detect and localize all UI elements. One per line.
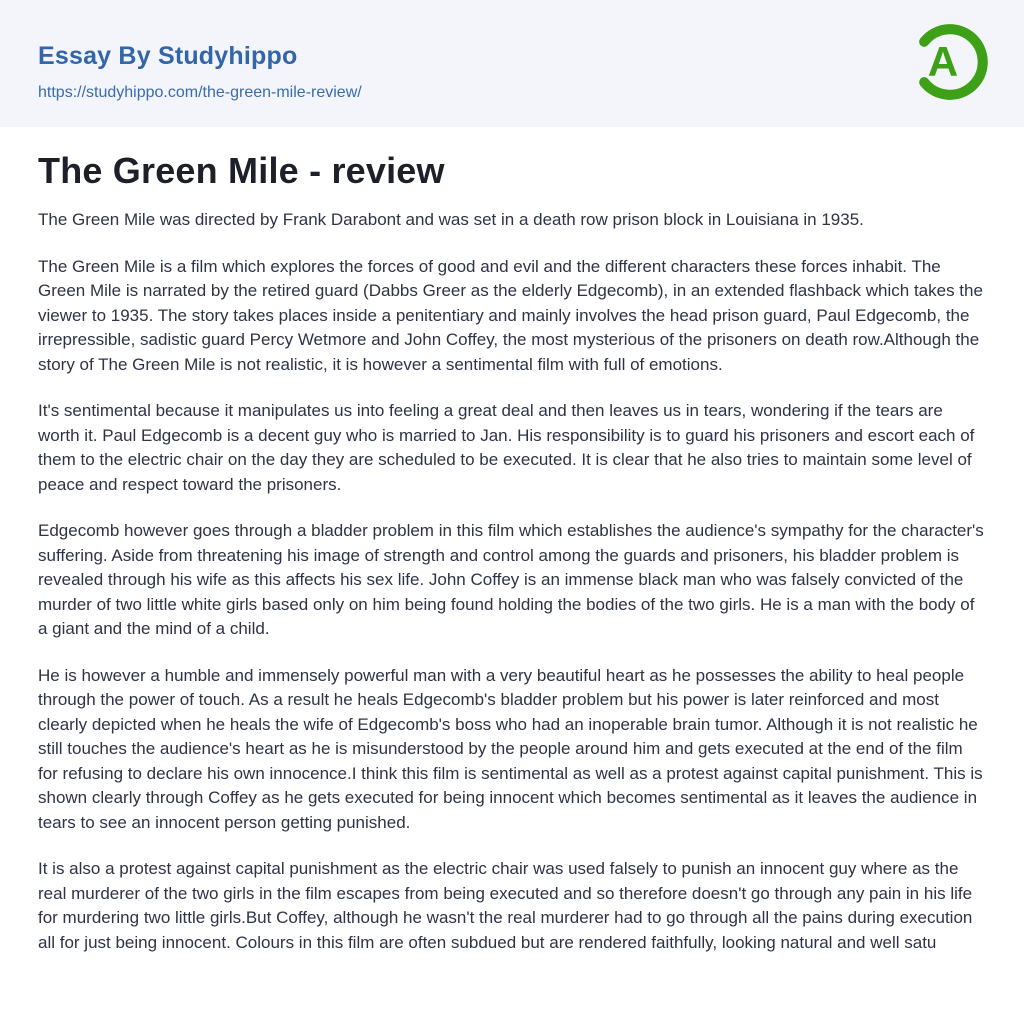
logo-letter: A — [927, 38, 959, 86]
article — [0, 127, 1024, 955]
studyhippo-logo — [911, 23, 989, 101]
article-title: The Green Mile - review — [38, 150, 445, 191]
page-title: Essay By Studyhippo — [38, 42, 298, 70]
article-paragraph: The Green Mile was directed by Frank Darabont and was set in a death row prison block in Louisiana in 1935. — [38, 210, 864, 229]
header — [0, 0, 1024, 127]
article-paragraph: Edgecomb however goes through a bladder problem in this film which establishes the audience's sympathy for the character's suffering. Aside from threatening his image of strength and control among the guards and prisoners, his bladder problem is revealed through his wife as this affects his sex life. John Coffey is an immense black man who was falsely convicted of the murder of two little white girls based only on him being found holding the bodies of the two girls. He is a man with the body of a giant and the mind of a child. — [38, 521, 984, 638]
article-paragraph: It is also a protest against capital punishment as the electric chair was used falsely to punish an innocent guy where as the real murderer of the two girls in the film escapes from being executed and so therefore doesn't go through any pain in his life for murdering two little girls.But Coffey, although he wasn't the real murderer had to go through all the pains during execution all for just being innocent. Colours in this film are often subdued but are rendered faithfully, looking natural and well satu — [38, 859, 973, 952]
article-paragraph: It's sentimental because it manipulates us into feeling a great deal and then leaves us in tears, wondering if the tears are worth it. Paul Edgecomb is a decent guy who is married to Jan. His responsibility is to guard his prisoners and escort each of them to the electric chair on the day they are scheduled to be executed. It is clear that he also tries to maintain some level of peace and respect toward the prisoners. — [38, 401, 975, 494]
article-paragraph: The Green Mile is a film which explores the forces of good and evil and the different characters these forces inhabit. The Green Mile is narrated by the retired guard (Dabbs Greer as the elderly Edgecomb), in an extended flashback which takes the viewer to 1935. The story takes places inside a penitentiary and mainly involves the head prison guard, Paul Edgecomb, the irrepressible, sadistic guard Percy Wetmore and John Coffey, the most mysterious of the prisoners on death row.Although the story of The Green Mile is not realistic, it is however a sentimental film with full of emotions. — [38, 256, 983, 374]
page-url-link[interactable]: https://studyhippo.com/the-green-mile-review/ — [38, 84, 362, 101]
article-paragraph: He is however a humble and immensely powerful man with a very beautiful heart as he possesses the ability to heal people through the power of touch. As a result he heals Edgecomb's bladder problem but his power is later reinforced and most clearly depicted when he heals the wife of Edgecomb's boss who had an inoperable brain tumor. Although it is not realistic he still touches the audience's heart as he is misunderstood by the people around him and gets executed at the end of the film for refusing to declare his own innocence.I think this film is sentimental as well as a protest against capital punishment. This is shown clearly through Coffey as he gets executed for being innocent which becomes sentimental as it leaves the audience in tears to see an innocent person getting punished. — [38, 665, 983, 832]
article-body — [38, 208, 986, 955]
logo-arc-icon — [911, 23, 989, 101]
